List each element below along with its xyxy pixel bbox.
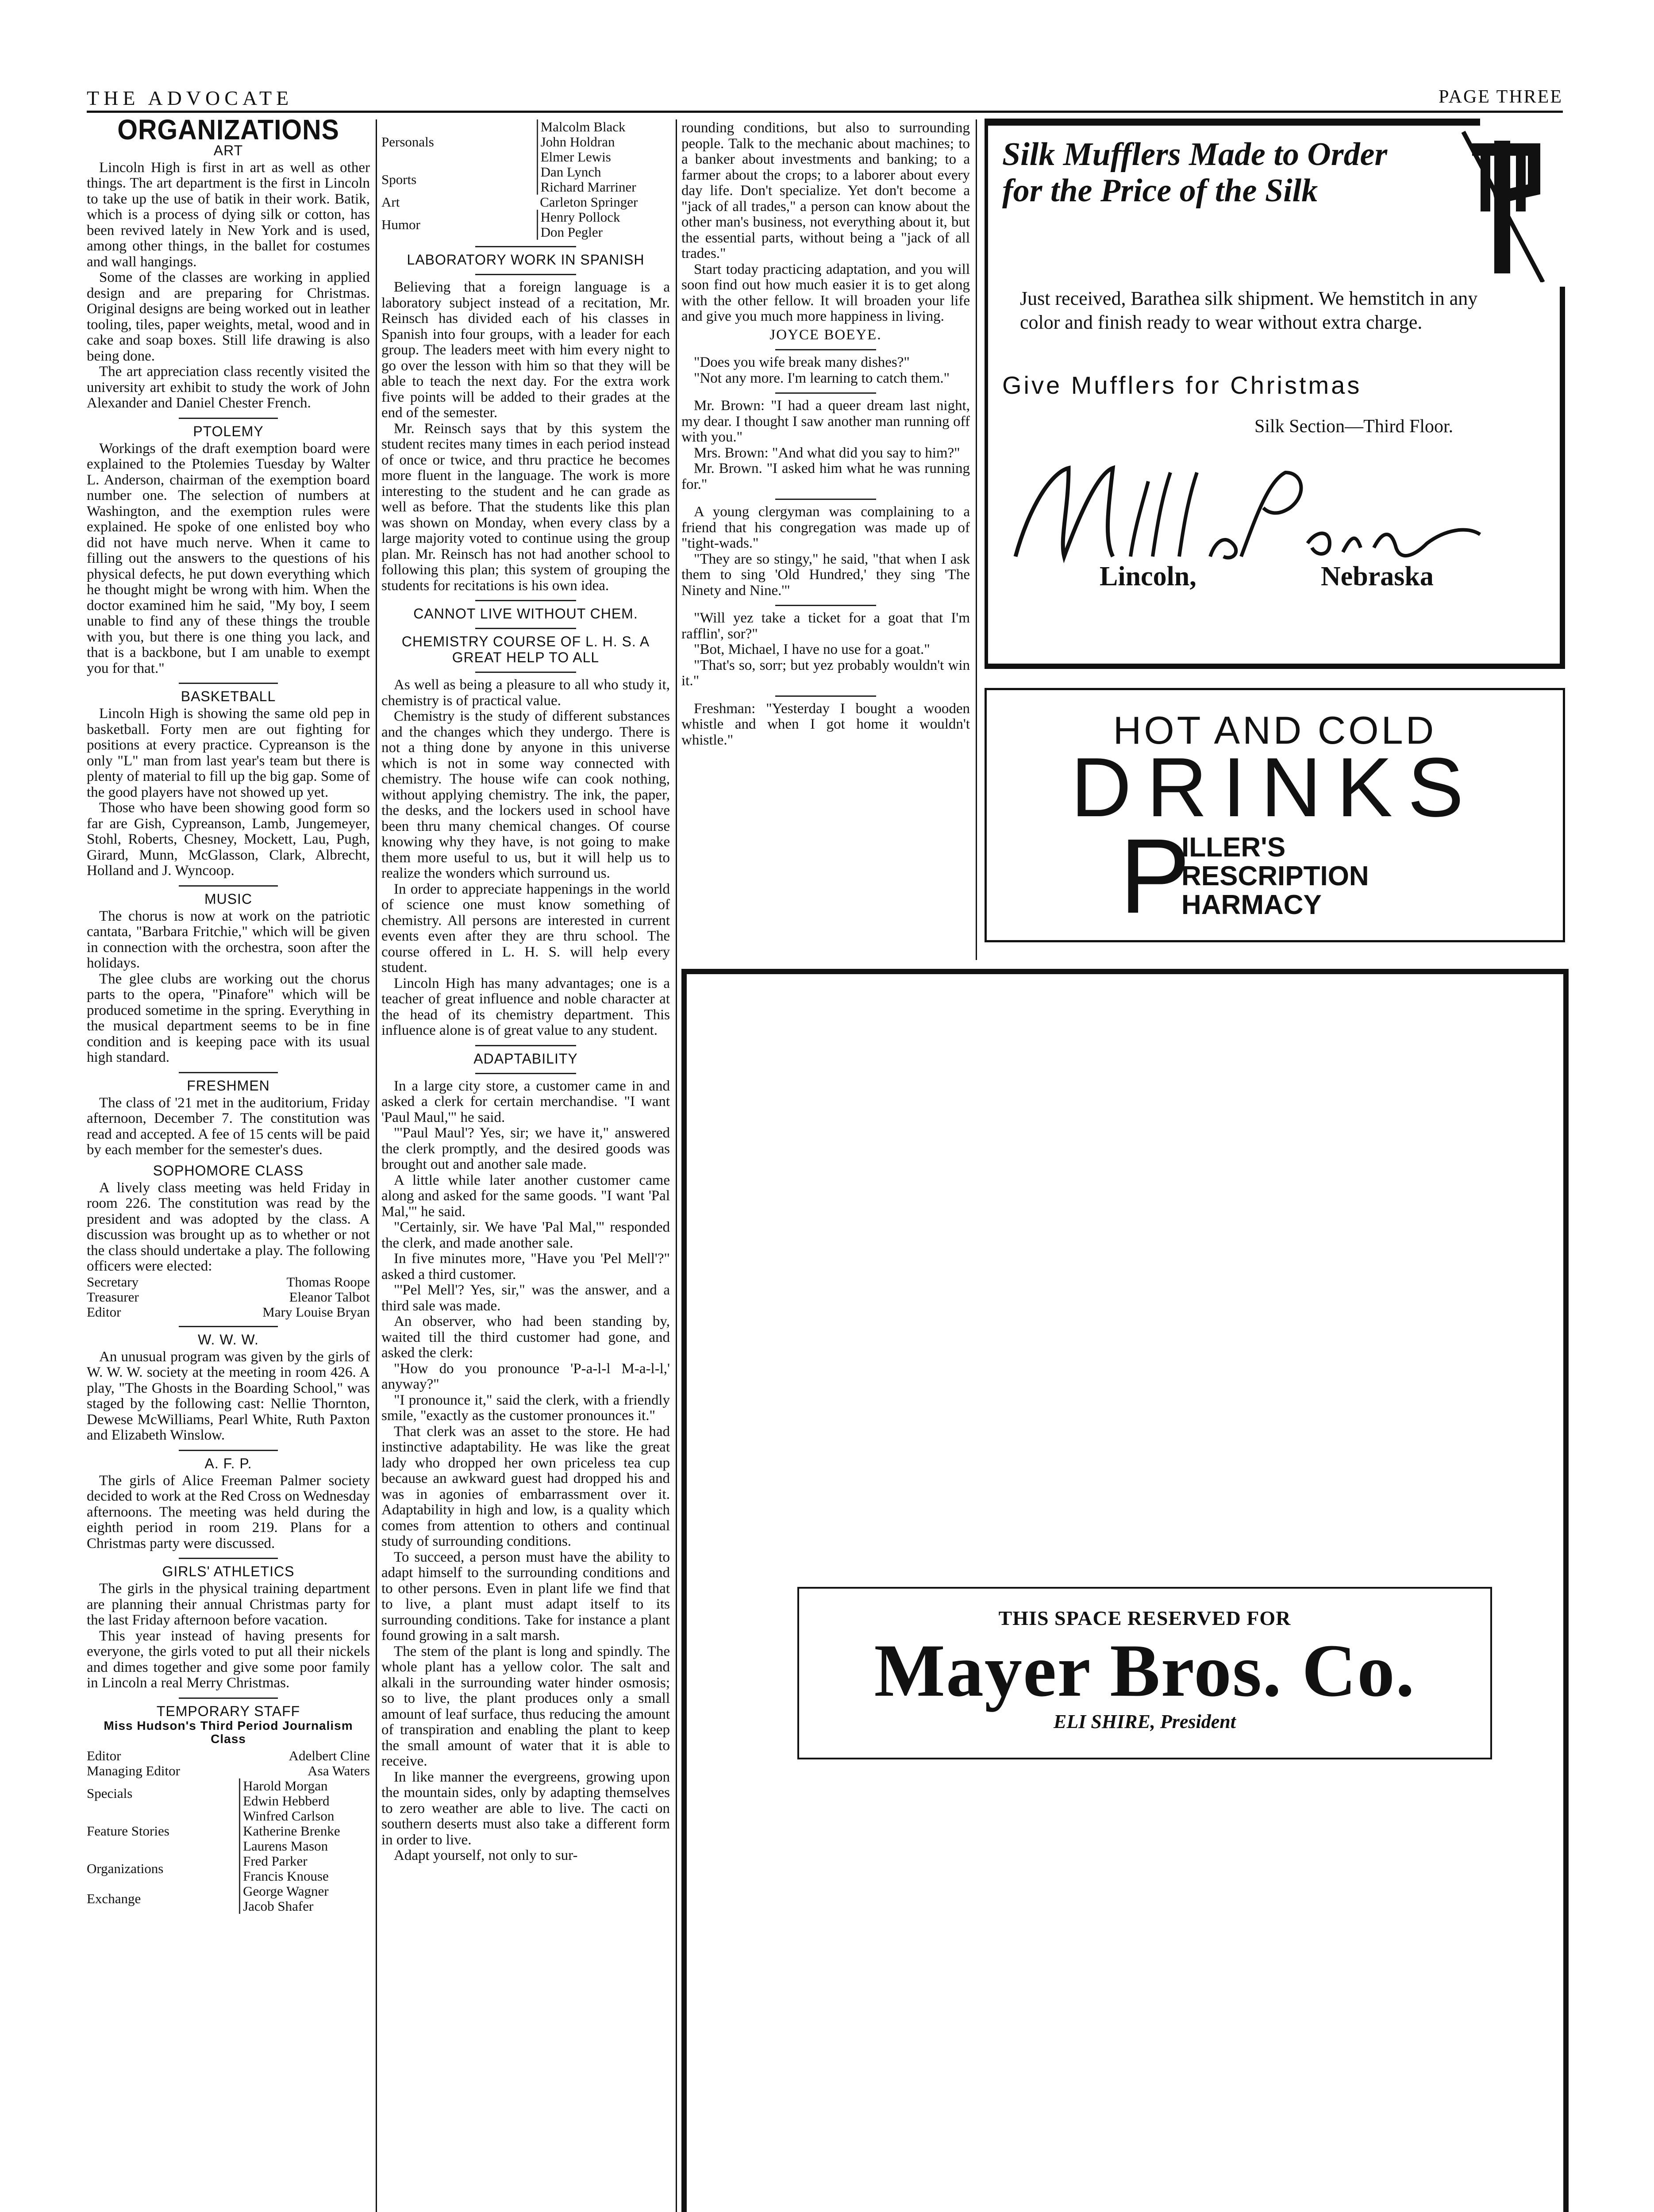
mayer-president: ELI SHIRE, President [1054,1711,1236,1732]
chem-para: In order to appreciate happenings in the world of science one must know something of chemistry. All persons are interested in current events even after they are thru school. The course offered in L. H. S. will help every student. [381,881,670,975]
drinks-ad-heading: HOT AND COLD [1113,708,1437,752]
pharmacy-line-3: HARMACY [1181,890,1322,920]
staff-name: John Holdran [540,134,615,150]
adapt-para: To succeed, a person must have the ability to adapt himself to the surrounding conditions and to other persons. Even in plant life we find that to live, a plant must adapt itself to its surrounding conditions. Take for instance a plant found growing in a salt marsh. [381,1549,670,1644]
column-rule-2 [676,119,677,2212]
girls-athletics-para: The girls in the physical training department are planning their annual Christmas party for the last Friday afternoon before vacation. [87,1581,370,1628]
mp-monogram-icon [1446,123,1561,282]
music-heading: MUSIC [204,891,253,907]
freshmen-para: The class of '21 met in the auditorium, Friday afternoon, December 7. The constitution was read and accepted. A fee of 15 cents will be paid by each member for the semester's dues. [87,1094,370,1158]
adapt-para: "'Paul Maul'? Yes, sir; we have it," answered the clerk promptly, and the desired goods was brought out and another sale made. [381,1125,670,1172]
music-para: The chorus is now at work on the patriotic cantata, "Barbara Fritchie," which will be given in connection with the orchestra, soon after the holidays. [87,908,370,971]
staff-name: Jacob Shafer [243,1898,314,1914]
officer-name: Eleanor Talbot [289,1289,370,1305]
adapt-para: In five minutes more, "Have you 'Pel Mell'?" asked a third customer. [381,1251,670,1283]
joke-line: "Not any more. I'm learning to catch them." [694,370,950,386]
silk-ad-slogan: Give Mufflers for Christmas [1002,371,1362,399]
divider [179,1450,278,1451]
temporary-staff-subheading: Miss Hudson's Third Period Journalism Class [104,1718,353,1746]
adapt-para: In like manner the evergreens, growing upon the mountain sides, only by adapting themselves to zero weather are able to live. The cacti on southern deserts must also take a different form in order to live. [381,1769,670,1848]
staff-role: Managing Editor [87,1763,180,1778]
staff-names [537,210,670,240]
staff-role: Art [381,195,400,210]
staff-role: Personals [381,134,434,150]
header-rule [87,111,1563,113]
adapt-para: "How do you pronounce 'P-a-l-l M-a-l-l,' anyway?" [381,1360,670,1392]
reserved-for-label: THIS SPACE RESERVED FOR [998,1607,1291,1629]
lab-heading: LABORATORY WORK IN SPANISH [407,252,645,268]
staff-row [87,1809,370,1854]
silk-ad-section: Silk Section—Third Floor. [1254,416,1454,437]
temporary-staff-heading: TEMPORARY STAFF [156,1703,300,1719]
staff-row [87,1748,370,1763]
staff-name: Adelbert Cline [288,1747,370,1763]
divider [475,672,576,673]
staff-table-continued [381,119,670,240]
staff-row [381,119,670,165]
staff-table [87,1748,370,1914]
staff-name: Fred Parker [243,1853,308,1869]
divider [179,683,278,684]
staff-name: Laurens Mason [243,1838,328,1854]
staff-role: Sports [381,172,417,187]
staff-name: Harold Morgan [243,1778,328,1793]
staff-name: Carleton Springer [540,194,638,210]
joke-line: "Will yez take a ticket for a goat that I'm rafflin', sor?" [681,610,970,642]
divider [775,392,876,394]
ad-left-bar [985,119,988,667]
ad-top-bar [985,119,1480,126]
staff-names [537,119,670,165]
staff-name: Richard Marriner [540,179,636,195]
silk-ad-title: Silk Mufflers Made to Order for the Price of the Silk [1002,136,1388,209]
divider [775,499,876,500]
joke-line: "That's so, sorr; but yez probably wouldn't win it." [681,657,970,689]
staff-role: Editor [87,1748,121,1763]
adapt-para: "Certainly, sir. We have 'Pal Mal,'" responded the clerk, and made another sale. [381,1219,670,1251]
joke-line: "Bot, Michael, I have no use for a goat." [694,641,930,657]
staff-name: Malcolm Black [540,119,626,134]
chem-para: Lincoln High has many advantages; one is a teacher of great influence and noble character at the head of its chemistry department. This influence alone is of great value to any student. [381,975,670,1038]
divider [775,605,876,606]
officer-name: Mary Louise Bryan [262,1304,370,1320]
art-para: Some of the classes are working in applied design and are preparing for Christmas. Original designs are being worked out in leather tooling, tiles, paper weights, metal, wood and in cake and soap boxes. Still life drawing is also being done. [87,269,370,364]
divider [179,885,278,887]
staff-name: Elmer Lewis [540,149,611,165]
joke-line: "Does you wife break many dishes?" [694,354,910,370]
ad-right-bar [1560,287,1565,669]
staff-row [381,195,670,210]
adapt-continued-para: Start today practicing adaptation, and you will soon find out how much easier it is to get along with the other fellow. It will broaden your life and give you much more happiness in living. [681,261,970,324]
miller-paine-signature-logo [1002,455,1516,565]
staff-role: Organizations [87,1860,164,1876]
staff-name: George Wagner [243,1883,329,1899]
ad-city: Lincoln, [1100,561,1196,591]
joke-line: Mr. Brown. "I asked him what he was running for." [681,461,970,492]
chem-subheading: CHEMISTRY COURSE OF L. H. S. A GREAT HELP TO ALL [401,634,650,665]
divider [179,1558,278,1559]
staff-name: Don Pegler [540,224,603,240]
officers-table [87,1275,370,1320]
adapt-para: "'Pel Mell'? Yes, sir," was the answer, and a third sale was made. [381,1282,670,1314]
divider [475,1045,576,1046]
adapt-para: That clerk was an asset to the store. He had instinctive adaptability. He was like the great lady who dropped her own priceless tea cup because an awkward guest had dropped his and was in agonies of embarrassment over it. Adaptability in high and low, is a quality which comes from attention to others and continual study of surrounding conditions. [381,1423,670,1549]
staff-names [240,1809,370,1854]
basketball-heading: BASKETBALL [181,688,276,704]
column-rule-3 [976,119,977,960]
divider [475,274,576,275]
www-para: An unusual program was given by the girls of W. W. W. society at the meeting in room 426. A play, "The Ghosts in the Boarding School," was staged by the following cast: Nellie Thornton, Dewese McWilliams, Pearl White, Ruth Paxton and Elizabeth Winslow. [87,1348,370,1443]
adapt-para: The stem of the plant is long and spindly. The whole plant has a yellow color. The salt and alkali in the surrounding water hinder osmosis; so to live, the plant produces only a small amount of leaf surface, thus reducing the amount of transpiration and enabling the plant to keep the small amount of water that it is able to receive. [381,1643,670,1769]
ad-state: Nebraska [1321,561,1434,591]
chem-para: As well as being a pleasure to all who study it, chemistry is of practical value. [381,677,670,709]
officer-row [87,1290,370,1305]
column-3 [681,120,970,748]
chem-para: Chemistry is the study of different substances and the changes which they undergo. There is not a thing done by anyone in this universe which is not in some way connected with chemistry. The house wife can cook nothing, without applying chemistry. The ink, the paper, the desks, and the lockers used in school have been thru many chemical changes. Of course knowing why they have, is not going to make them more useful to us, but it will help us to realize the wonders which surround us. [381,708,670,881]
author-signature: JOYCE BOEYE. [769,326,882,343]
staff-names [537,165,670,195]
drinks-ad-title: DRINKS [1071,741,1479,834]
staff-role: Humor [381,217,420,232]
adapt-continued-para: rounding conditions, but also to surrounding people. Talk to the mechanic about machines; to a banker about investments and banking; to a farmer about the crops; to a laborer about every day life. Don't specialize. Yet don't become a "jack of all trades," a person can know about the other man's business, not everything about it, but the essential parts, without being a "jack of all trades." [681,120,970,261]
freshmen-heading: FRESHMEN [187,1077,270,1094]
sophomore-para: A lively class meeting was held Friday in room 226. The constitution was read by the president and was adopted by the class. A discussion was brought up as to whether or not the class should undertake a play. The following officers were elected: [87,1179,370,1274]
divider [475,246,576,247]
staff-role: Specials [87,1785,133,1801]
column-rule-1 [376,119,377,2212]
staff-role: Feature Stories [87,1823,169,1839]
joke-line: "They are so stingy," he said, "that when I ask them to sing 'Old Hundred,' they sing 'The Ninety and Nine.'" [681,551,970,599]
staff-name: Francis Knouse [243,1868,329,1884]
chem-heading: CANNOT LIVE WITHOUT CHEM. [413,606,638,622]
adapt-para: "I pronounce it," said the clerk, with a friendly smile, "exactly as the customer pronounces it." [381,1392,670,1424]
adapt-para: Adapt yourself, not only to sur- [394,1847,578,1863]
divider [775,695,876,697]
miller-paine-ad [985,119,1565,680]
art-heading: ART [213,142,243,158]
divider [179,1072,278,1073]
ptolemy-para: Workings of the draft exemption board were explained to the Ptolemies Tuesday by Walter L. Anderson, chairman of the exemption board number one. The selection of numbers at Washington, and the exemption rules were explained. He spoke of one enlisted boy who did not have much nerve. When it came to filling out the answers to the questions of his physical defects, he put down everything which he thought might be wrong with him. When the doctor examined him he said, "My boy, I seem unable to find any of these things the trouble with you, but there is one thing you lack, and that is a backbone, but I am unable to exempt you for that." [87,440,370,676]
staff-names [240,1884,370,1914]
joke-line: Freshman: "Yesterday I bought a wooden whistle and when I got home it wouldn't whistle." [681,700,970,748]
officer-role: Editor [87,1304,121,1320]
divider [775,349,876,350]
www-heading: W. W. W. [198,1331,259,1348]
joke-line: Mrs. Brown: "And what did you say to him?" [694,445,960,461]
reserved-space-ad [681,969,1569,2212]
divider [475,628,576,629]
staff-name: Winfred Carlson [243,1808,335,1824]
divider [179,1326,278,1327]
pharmacy-line-2: RESCRIPTION [1181,861,1369,891]
joke-line: Mr. Brown: "I had a queer dream last night, my dear. I thought I saw another man running off with you." [681,398,970,445]
staff-name: Dan Lynch [540,164,601,180]
staff-row [87,1763,370,1778]
mayer-bros-name: Mayer Bros. Co. [874,1629,1416,1712]
divider [475,1073,576,1074]
officer-role: Secretary [87,1274,139,1290]
girls-athletics-heading: GIRLS' ATHLETICS [162,1563,295,1579]
art-para: The art appreciation class recently visited the university art exhibit to study the work of John Alexander and Daniel Chester French. [87,364,370,411]
adaptability-heading: ADAPTABILITY [473,1050,578,1067]
music-para: The glee clubs are working out the chorus parts to the opera, "Pinafore" which will be produced sometime in the spring. Everything in the musical department seems to be in fine condition and is keeping pace with its usual high standard. [87,971,370,1065]
staff-name: Katherine Brenke [243,1823,340,1839]
drinks-ad [985,688,1565,942]
column-2 [381,119,670,1864]
adapt-para: An observer, who had been standing by, waited till the third customer had gone, and asked the clerk: [381,1313,670,1361]
ad-bottom-bar [985,664,1565,669]
page-header [87,86,1563,108]
pharmacy-line-1: ILLER'S [1181,832,1286,863]
afp-heading: A. F. P. [204,1455,252,1471]
staff-row [87,1884,370,1914]
officer-row [87,1275,370,1290]
organizations-title: ORGANIZATIONS [117,114,339,146]
staff-names [240,1778,370,1809]
mayer-bros-box [797,1587,1492,1759]
page-number: PAGE THREE [1439,87,1563,107]
joke-line: A young clergyman was complaining to a friend that his congregation was made up of "tight-wads." [681,504,970,551]
officer-name: Thomas Roope [286,1274,370,1290]
afp-para: The girls of Alice Freeman Palmer society decided to work at the Red Cross on Wednesday afternoons. The meeting was held during the eighth period in room 219. Plans for a Christmas party were discussed. [87,1472,370,1551]
sophomore-heading: SOPHOMORE CLASS [153,1162,304,1179]
basketball-para: Those who have been showing good form so far are Gish, Cypreanson, Lamb, Jungemeyer, Stohl, Roberts, Chesney, Mockett, Lau, Pugh, Girard, Munn, McGlasson, Clark, Albrecht, Holland and J. Wyncoop. [87,800,370,879]
newspaper-name: THE ADVOCATE [87,87,293,109]
lab-para: Believing that a foreign language is a laboratory subject instead of a recitation, Mr. Reinsch has divided each of his classes in Spanish into four groups, with a leader for each group. The leaders meet with him every night to go over the lesson with him so that they will be able to teach the next day. For the extra work five points will be added to their grades at the end of the semester. [381,279,670,421]
divider [179,418,278,419]
girls-athletics-para: This year instead of having presents for everyone, the girls voted to put all their nickels and dimes together and give some poor family in Lincoln a real Merry Christmas. [87,1628,370,1691]
staff-row [87,1854,370,1884]
staff-row [381,210,670,240]
pharmacy-initial: P [1119,817,1191,935]
officer-row [87,1305,370,1320]
ptolemy-heading: PTOLEMY [193,423,264,439]
officer-role: Treasurer [87,1289,139,1305]
staff-row [381,165,670,195]
divider [179,1697,278,1699]
basketball-para: Lincoln High is showing the same old pep in basketball. Forty men are out fighting for positions at every practice. Cypreanson is the only "L" man from last year's team but there is plenty of material to fill up the big gap. Some of the good players have not showed up yet. [87,706,370,800]
adapt-para: In a large city store, a customer came in and asked a clerk for certain merchandise. "I want 'Paul Maul,'" he said. [381,1078,670,1125]
staff-role: Exchange [87,1890,141,1906]
staff-name: Henry Pollock [540,209,620,225]
silk-ad-body: Just received, Barathea silk shipment. We hemstitch in any color and finish ready to wear without extra charge. [1020,288,1478,333]
staff-name: Edwin Hebberd [243,1793,330,1809]
art-para: Lincoln High is first in art as well as other things. The art department is the first in Lincoln to take up the use of batik in their work. Batik, which is a process of dying silk or cotton, has been revived lately in New York and is used, among other things, in the ballet for costumes and wall hangings. [87,159,370,270]
column-1 [87,114,370,1914]
staff-row [87,1778,370,1809]
lab-para: Mr. Reinsch says that by this system the student recites many times in each period instead of once or twice, and thru practice he becomes more fluent in the language. The work is more interesting to the student and he can grade as well as before. That the students like this plan was shown on Monday, when every class by a large majority voted to continue using the group plan. Mr. Reinsch has not had another school to following this plan; this system of grouping the students for recitations is his own idea. [381,420,670,594]
staff-names [240,1854,370,1884]
staff-name: Asa Waters [308,1763,370,1778]
divider [475,600,576,601]
adapt-para: A little while later another customer came along and asked for the same goods. "I want 'Pal Mal,'" he said. [381,1172,670,1220]
